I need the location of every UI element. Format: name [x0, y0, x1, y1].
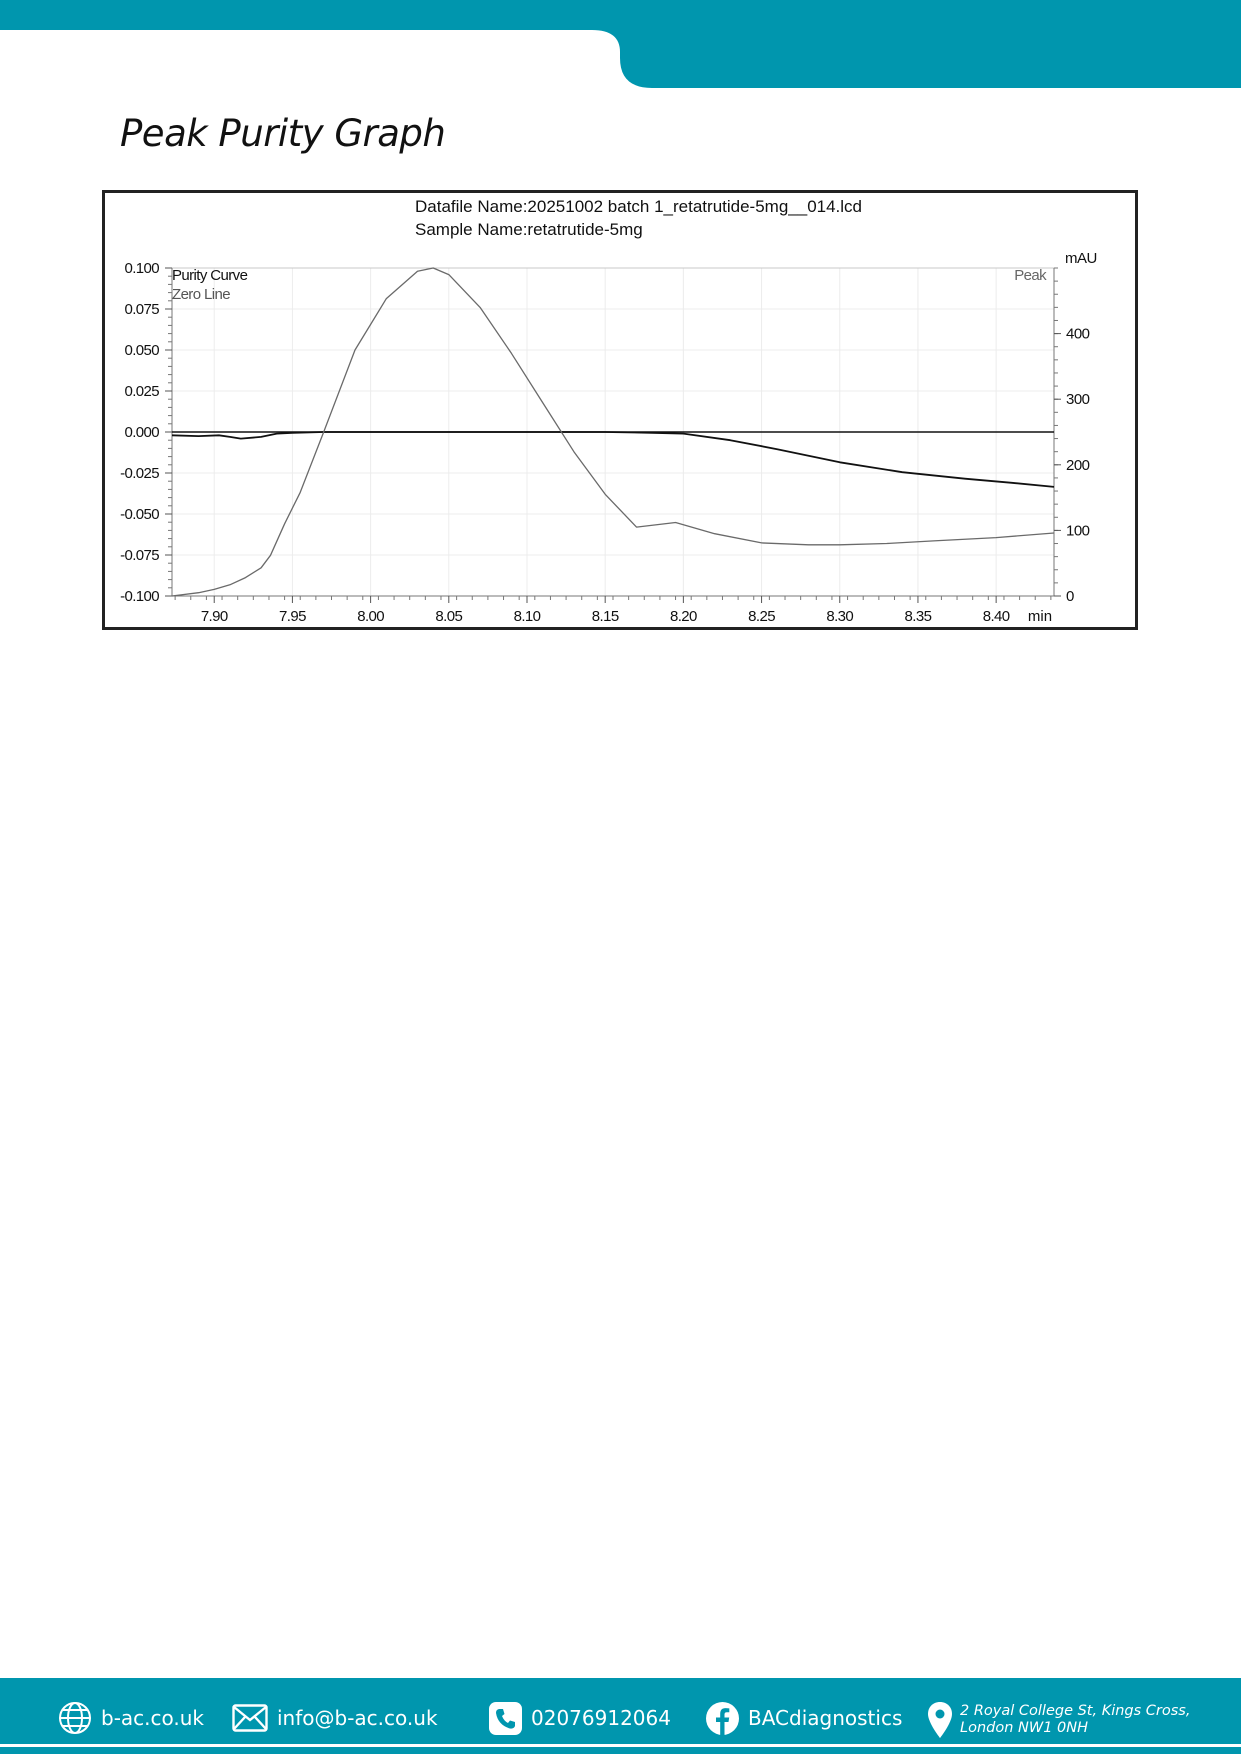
- datafile-name-label: Datafile Name:20251002 batch 1_retatrutide-5mg__014.lcd: [415, 197, 863, 216]
- footer-website[interactable]: [58, 1700, 204, 1736]
- right-tick-label: 300: [1066, 391, 1090, 409]
- globe-icon: [58, 1701, 92, 1735]
- left-tick-label: -0.025: [120, 465, 159, 482]
- right-tick-label: 200: [1066, 456, 1090, 474]
- peak-purity-chart: [102, 190, 1138, 630]
- bottom-tick-label: 8.30: [826, 608, 854, 625]
- chart-series: [172, 268, 1054, 596]
- left-tick-label: 0.075: [124, 301, 159, 318]
- footer-address-text: [960, 1703, 1190, 1737]
- right-tick-label: 400: [1066, 325, 1090, 343]
- mail-icon: [232, 1704, 268, 1732]
- left-tick-label: -0.075: [120, 547, 159, 564]
- bottom-tick-label: 8.35: [904, 608, 932, 625]
- footer-divider: [0, 1744, 1241, 1747]
- purity-curve-line: [172, 432, 1054, 487]
- footer-address[interactable]: [928, 1702, 1190, 1738]
- right-tick-label: 0: [1066, 588, 1074, 605]
- x-axis-unit: min: [1027, 608, 1053, 625]
- bottom-tick-label: 8.40: [982, 608, 1010, 625]
- bottom-tick-label: 7.95: [279, 608, 306, 625]
- location-pin-icon: [928, 1702, 952, 1738]
- bottom-tick-label: 8.10: [513, 608, 541, 625]
- facebook-icon: [706, 1702, 739, 1735]
- footer-phone-text: 02076912064: [531, 1706, 671, 1730]
- left-tick-label: 0.100: [124, 260, 159, 277]
- footer-email[interactable]: [232, 1700, 438, 1736]
- phone-icon: [489, 1702, 522, 1735]
- left-tick-label: -0.050: [120, 506, 159, 523]
- footer-address-line2: London NW1 0NH: [960, 1720, 1089, 1736]
- page-title: Peak Purity Graph: [120, 112, 446, 155]
- legend-peak: Peak: [1014, 267, 1046, 284]
- bottom-tick-label: 8.20: [669, 608, 697, 625]
- right-tick-label: 100: [1066, 522, 1090, 540]
- footer-email-text: info@b-ac.co.uk: [277, 1706, 438, 1730]
- left-tick-label: 0.025: [124, 383, 159, 400]
- bottom-tick-label: 8.00: [357, 608, 385, 625]
- right-axis-unit: mAU: [1065, 250, 1097, 267]
- footer-social-text: BACdiagnostics: [748, 1706, 903, 1730]
- sample-name-label: Sample Name:retatrutide-5mg: [415, 220, 643, 239]
- left-tick-label: 0.000: [124, 424, 159, 441]
- bottom-tick-label: 8.25: [748, 608, 775, 625]
- footer-address-line1: 2 Royal College St, Kings Cross,: [960, 1703, 1191, 1719]
- top-banner-shape: [0, 0, 1241, 88]
- footer-website-text: b-ac.co.uk: [101, 1706, 205, 1730]
- left-tick-label: 0.050: [124, 342, 159, 359]
- top-banner: [0, 0, 1241, 90]
- legend-purity-curve: Purity Curve: [172, 267, 248, 284]
- bottom-tick-label: 7.90: [200, 608, 228, 625]
- chart-svg: [105, 193, 1135, 627]
- footer-social[interactable]: [706, 1700, 902, 1736]
- left-tick-label: -0.100: [120, 588, 159, 605]
- bottom-tick-label: 8.05: [435, 608, 463, 625]
- legend-zero-line: Zero Line: [172, 286, 230, 303]
- bottom-tick-label: 8.15: [591, 608, 619, 625]
- footer-phone[interactable]: [489, 1700, 671, 1736]
